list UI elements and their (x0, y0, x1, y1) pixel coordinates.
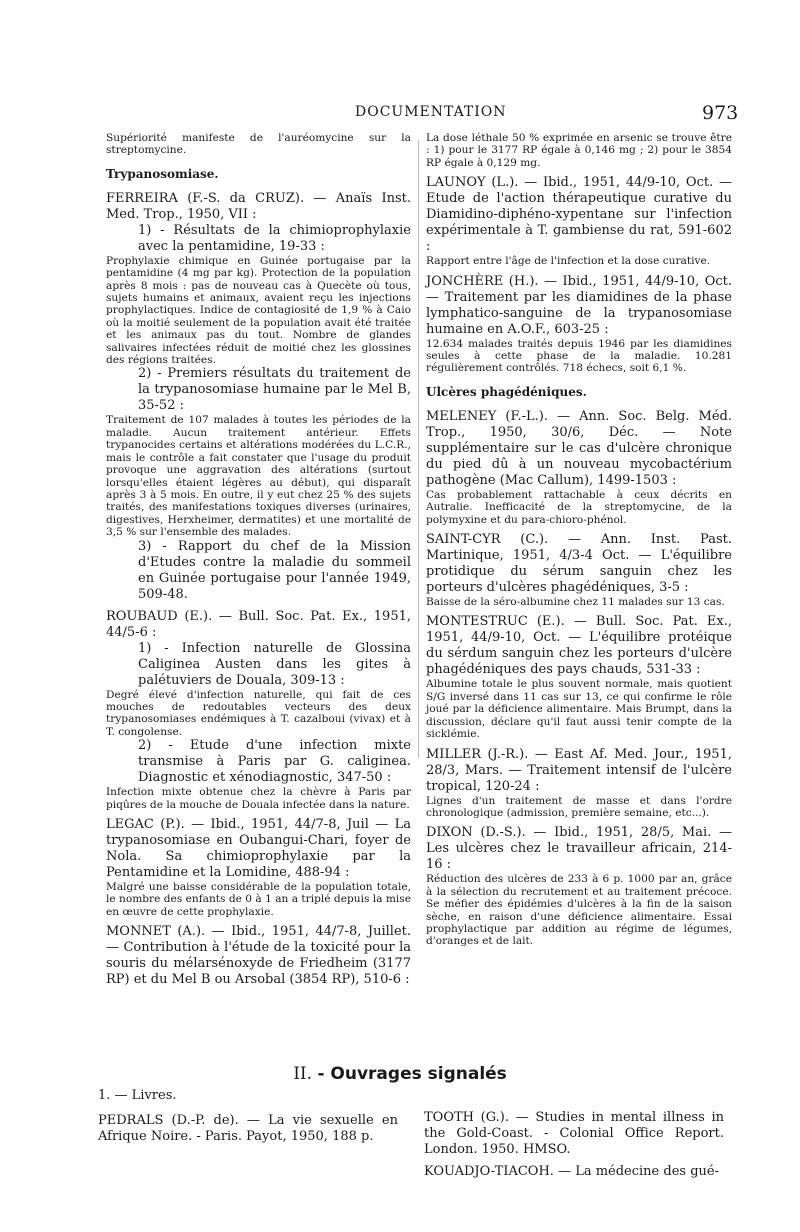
abstract: Réduction des ulcères de 233 à 6 p. 1000 par an, grâce à la sélection du recrutement et au traitement précoce. Se méfier des épidémies d'ulcères à la fin de la saison sèche, en raison d'une déficience alimentaire. Essai prophylactique par addition au régime de légumes, d'oranges et de lait. (426, 873, 732, 948)
section-two-heading (0, 1064, 800, 1084)
right-column (426, 132, 732, 948)
citation-item: 3) - Rapport du chef de la Mission d'Etudes contre la maladie du sommeil en Guinée portugaise pour l'année 1949, 509-48. (138, 538, 411, 602)
left-column (106, 132, 411, 988)
section-numeral: II. (293, 1064, 313, 1084)
book-citation: TOOTH (G.). — Studies in mental illness in the Gold-Coast. - Colonial Office Report. London. 1950. HMSO. (424, 1110, 724, 1157)
books-right-column (424, 1110, 724, 1180)
citation: FERREIRA (F.-S. da CRUZ). — Anaïs Inst. Med. Trop., 1950, VII : (106, 190, 411, 222)
abstract: Infection mixte obtenue chez la chèvre à Paris par piqûres de la mouche de Douala infectée dans la nature. (106, 786, 411, 811)
book-citation: KOUADJO-TIACOH. — La médecine des gué- (424, 1164, 719, 1179)
abstract: Baisse de la séro-albumine chez 11 malades sur 13 cas. (426, 596, 725, 609)
citation: LAUNOY (L.). — Ibid., 1951, 44/9-10, Oct. — Etude de l'action thérapeutique curative du Diamidino-diphéno-xypentane sur l'infection expérimentale à T. gambiense du rat, 591-602 : (426, 175, 732, 255)
citation: MELENEY (F.-L.). — Ann. Soc. Belg. Méd. Trop., 1950, 30/6, Déc. — Note supplémentaire sur le cas d'ulcère chronique du pied dû à un nouveau mycobactérium pathogène (Mac Callum), 1499-1503 : (426, 408, 732, 488)
column-divider (418, 140, 419, 758)
text-block: Supériorité manifeste de l'auréomycine sur la streptomycine. (106, 132, 411, 157)
citation-item: 1) - Résultats de la chimioprophylaxie avec la pentamidine, 19-33 : (138, 222, 411, 254)
abstract: Malgré une baisse considérable de la population totale, le nombre des enfants de 0 à 1 an a triplé depuis la mise en œuvre de cette prophylaxie. (106, 880, 411, 918)
citation: MILLER (J.-R.). — East Af. Med. Jour., 1951, 28/3, Mars. — Traitement intensif de l'ulcère tropical, 120-24 : (426, 746, 732, 794)
page-number: 973 (702, 102, 739, 124)
abstract: Albumine totale le plus souvent normale, mais quotient S/G inversé dans 11 cas sur 13, ce qui confirme le rôle joué par la déficience alimentaire. Mais Brumpt, dans la discussion, déclare qu'il faut aussi tenir compte de la sicklémie. (426, 678, 732, 741)
citation: DIXON (D.-S.). — Ibid., 1951, 28/5, Mai. — Les ulcères chez le travailleur africain, 214-16 : (426, 825, 732, 873)
abstract: 12.634 malades traités depuis 1946 par les diamidines seules à cette phase de la maladie. 10.281 régulièrement contrôlés. 718 échecs, soit 6,1 %. (426, 337, 732, 375)
abstract: Traitement de 107 malades à toutes les périodes de la maladie. Aucun traitement antérieur. Effets trypanocides certains et altérations modérées du L.C.R., mais le contrôle a fait constater que l'usage du produit provoque une aggravation des altérations (surtout lorsqu'elles étaient légères au début), qui disparaît après 3 à 5 mois. En outre, il y eut chez 25 % des sujets traités, des manifestations toxiques diverses (urinaires, digestives, Herxheimer, dermatites) et une mortalité de 3,5 % sur l'ensemble des malades. (106, 414, 411, 539)
citation: JONCHÈRE (H.). — Ibid., 1951, 44/9-10, Oct. — Traitement par les diamidines de la phase lymphatico-sanguine de la trypanosomiase humaine en A.O.F., 603-25 : (426, 273, 732, 337)
citation: MONTESTRUC (E.). — Bull. Soc. Pat. Ex., 1951, 44/9-10, Oct. — L'équilibre protéique du sérdum sanguin chez les porteurs d'ulcère phagédéniques des pays chauds, 531-33 : (426, 614, 732, 678)
running-title: DOCUMENTATION (355, 104, 507, 120)
abstract: Lignes d'un traitement de masse et dans l'ordre chronologique (admission, première semaine, etc...). (426, 794, 732, 819)
citation-item: 1) - Infection naturelle de Glossina Caliginea Austen dans les gites à palétuviers de Douala, 309-13 : (138, 640, 411, 688)
citation-item: 2) - Etude d'une infection mixte transmise à Paris par G. caliginea. Diagnostic et xénodiagnostic, 347-50 : (138, 738, 411, 786)
page-header (0, 102, 800, 126)
abstract: La dose léthale 50 % exprimée en arsenic se trouve être : 1) pour le 3177 RP égale à 0,146 mg ; 2) pour le 3854 RP égale à 0,129 mg. (426, 132, 732, 169)
citation-item: 2) - Premiers résultats du traitement de la trypanosomiase humaine par le Mel B, 35-52 : (138, 366, 411, 414)
book-citation: PEDRALS (D.-P. de). — La vie sexuelle en Afrique Noire. - Paris. Payot, 1950, 188 p. (98, 1113, 398, 1144)
books-column (98, 1088, 398, 1145)
citation: LEGAC (P.). — Ibid., 1951, 44/7-8, Juil — La trypanosomiase en Oubangui-Chari, foyer de Nola. Sa chimioprophylaxie par la Pentamidine et la Lomidine, 488-94 : (106, 816, 411, 880)
abstract: Cas probablement rattachable à ceux décrits en Autralie. Inefficacité de la streptomycine, de la polymyxine et du para-chioro-phénol. (426, 488, 732, 526)
section-heading: Ulcères phagédéniques. (426, 384, 587, 399)
abstract: Prophylaxie chimique en Guinée portugaise par la pentamidine (4 mg par kg). Protection de la population après 8 mois : pas de nouveau cas à Quecète où tous, sujets humains et animaux, avaient reçu les injections prophylactiques. Indice de contagiosité de 1,9 % à Caio où la moitié seulement de la population avait été traitée et les animaux pas du tout. Nombre de glandes salivaires infectées réduit de moitié chez les glossines des régions traitées. (106, 254, 411, 367)
abstract: Rapport entre l'âge de l'infection et la dose curative. (426, 255, 711, 268)
section-title: - Ouvrages signalés (317, 1064, 507, 1084)
section-heading: Trypanosomiase. (106, 166, 219, 181)
abstract: Degré élevé d'infection naturelle, qui fait de ces mouches de redoutables vecteurs des deux trypanosomiases endémiques à T. cazalboui (vivax) et à T. congolense. (106, 688, 411, 738)
citation: ROUBAUD (E.). — Bull. Soc. Pat. Ex., 1951, 44/5-6 : (106, 608, 411, 640)
books-heading: 1. — Livres. (98, 1088, 177, 1103)
citation: MONNET (A.). — Ibid., 1951, 44/7-8, Juillet. — Contribution à l'étude de la toxicité pour la souris du mélarsénoxyde de Friedheim (3177 RP) et du Mel B ou Arsobal (3854 RP), 510-6 : (106, 924, 411, 988)
citation: SAINT-CYR (C.). — Ann. Inst. Past. Martinique, 1951, 4/3-4 Oct. — L'équilibre protidique du sérum sanguin chez les porteurs d'ulcères phagédéniques, 3-5 : (426, 532, 732, 596)
